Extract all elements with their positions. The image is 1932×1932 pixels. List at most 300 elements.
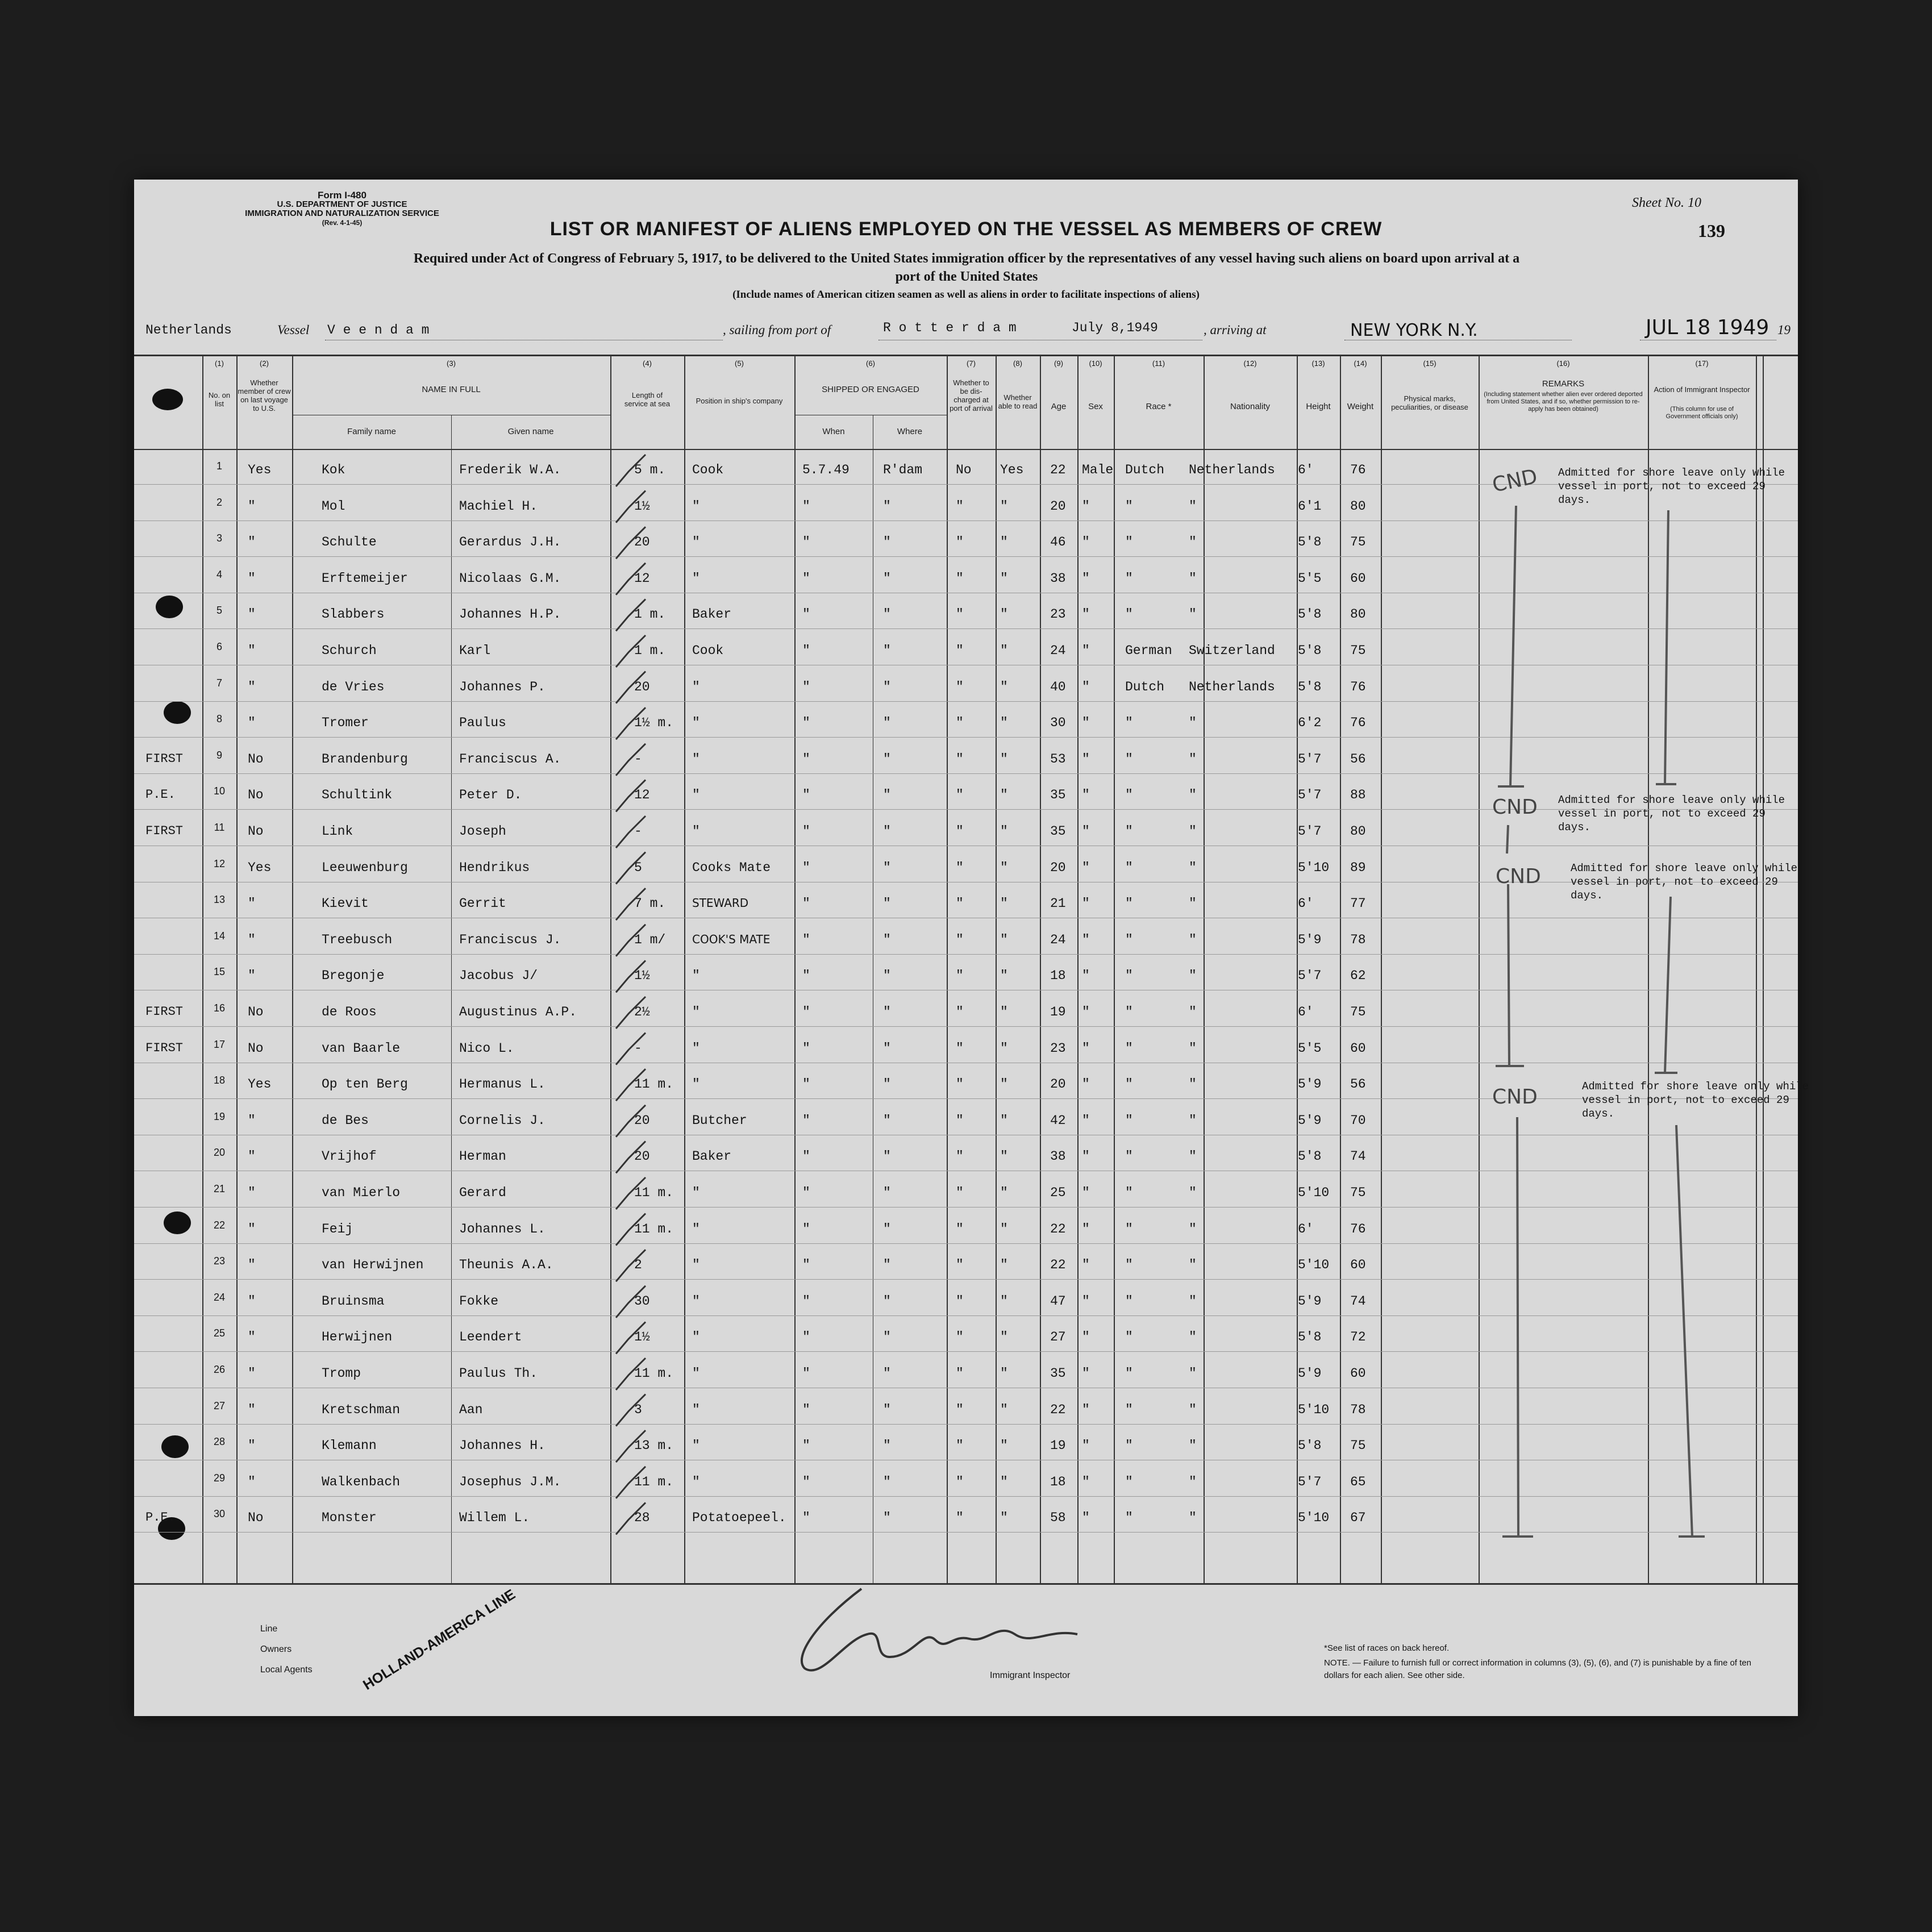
note-label: NOTE. bbox=[1324, 1658, 1350, 1668]
row-nationality: " bbox=[1189, 1005, 1197, 1019]
tick-mark bbox=[616, 672, 646, 703]
row-service-length: 11 m. bbox=[634, 1077, 674, 1092]
row-discharged: " bbox=[956, 1185, 964, 1200]
row-nationality: " bbox=[1189, 1221, 1197, 1236]
row-able-to-read: " bbox=[1000, 896, 1008, 911]
row-height: 5'10 bbox=[1298, 1258, 1330, 1273]
row-nationality: " bbox=[1189, 1330, 1197, 1345]
footer-line-label: Line bbox=[260, 1624, 278, 1634]
holland-america-stamp: HOLLAND-AMERICA LINE bbox=[360, 1586, 518, 1693]
row-able-to-read: " bbox=[1000, 1366, 1008, 1381]
row-previous-voyage: " bbox=[248, 1258, 256, 1273]
row-weight: 60 bbox=[1350, 1366, 1366, 1381]
row-discharged: " bbox=[956, 932, 964, 947]
row-able-to-read: " bbox=[1000, 1438, 1008, 1454]
row-service-length: 20 bbox=[634, 535, 650, 550]
row-weight: 80 bbox=[1350, 824, 1366, 839]
row-age: 22 bbox=[1050, 1258, 1066, 1273]
tick-mark bbox=[616, 780, 646, 811]
row-service-length: 11 m. bbox=[634, 1474, 674, 1489]
row-previous-voyage: " bbox=[248, 643, 256, 658]
row-service-length: 1 m. bbox=[634, 643, 666, 658]
row-family-name: Vrijhof bbox=[322, 1149, 377, 1164]
row-given-name: Gerard bbox=[459, 1185, 506, 1200]
row-weight: 72 bbox=[1350, 1330, 1366, 1345]
row-age: 35 bbox=[1050, 788, 1066, 803]
row-sex: " bbox=[1082, 643, 1090, 658]
row-given-name: Aan bbox=[459, 1402, 483, 1417]
row-sex: " bbox=[1082, 788, 1090, 803]
row-shipped-when: " bbox=[802, 1474, 810, 1489]
row-age: 35 bbox=[1050, 824, 1066, 839]
row-position: Baker bbox=[692, 1149, 732, 1164]
row-weight: 74 bbox=[1350, 1293, 1366, 1309]
row-race: " bbox=[1125, 1258, 1133, 1273]
row-number: 8 bbox=[216, 713, 222, 725]
row-weight: 75 bbox=[1350, 1005, 1366, 1019]
row-sex: " bbox=[1082, 751, 1090, 767]
row-family-name: Bruinsma bbox=[322, 1293, 385, 1309]
arriving-label: , arriving at bbox=[1204, 323, 1267, 337]
sheet-number: Sheet No. 10 bbox=[1632, 195, 1701, 210]
row-position: " bbox=[692, 1293, 700, 1309]
row-number: 24 bbox=[213, 1291, 226, 1303]
col-number: (13) bbox=[1311, 359, 1325, 368]
row-given-name: Hendrikus bbox=[459, 860, 530, 875]
row-height: 5'8 bbox=[1298, 1330, 1322, 1345]
row-previous-voyage: " bbox=[248, 715, 256, 731]
row-number: 17 bbox=[213, 1038, 226, 1050]
row-shipped-where: " bbox=[883, 679, 891, 694]
departure-date: July 8,1949 bbox=[1072, 320, 1158, 335]
row-shipped-when: " bbox=[802, 1258, 810, 1273]
row-weight: 60 bbox=[1350, 571, 1366, 586]
row-discharged: " bbox=[956, 824, 964, 839]
row-shipped-when: " bbox=[802, 679, 810, 694]
row-number: 26 bbox=[213, 1364, 226, 1375]
row-sex: " bbox=[1082, 1510, 1090, 1526]
row-shipped-where: " bbox=[883, 535, 891, 550]
remark-shore-leave: Admitted for shore leave only while vessel in port, not to exceed 29 days. bbox=[1571, 862, 1798, 902]
row-sex: " bbox=[1082, 1113, 1090, 1128]
row-discharged: " bbox=[956, 1510, 964, 1526]
row-shipped-where: " bbox=[883, 643, 891, 658]
row-shipped-where: " bbox=[883, 1149, 891, 1164]
row-previous-voyage: " bbox=[248, 1293, 256, 1309]
tick-mark bbox=[616, 491, 646, 523]
row-shipped-where: " bbox=[883, 1221, 891, 1236]
row-age: 23 bbox=[1050, 607, 1066, 622]
row-service-length: 12 bbox=[634, 788, 650, 803]
row-shipped-where: " bbox=[883, 1113, 891, 1128]
cnd-mark: CND bbox=[1492, 796, 1538, 819]
row-margin-note: FIRST bbox=[145, 824, 184, 838]
row-height: 5'9 bbox=[1298, 1293, 1322, 1309]
row-weight: 76 bbox=[1350, 1221, 1366, 1236]
row-family-name: Tromp bbox=[322, 1366, 361, 1381]
row-able-to-read: " bbox=[1000, 932, 1008, 947]
row-previous-voyage: " bbox=[248, 1438, 256, 1454]
tick-mark bbox=[616, 1250, 646, 1281]
row-number: 21 bbox=[213, 1183, 226, 1194]
row-sex: " bbox=[1082, 571, 1090, 586]
row-race: " bbox=[1125, 1077, 1133, 1092]
row-age: 30 bbox=[1050, 715, 1066, 731]
row-able-to-read: " bbox=[1000, 1005, 1008, 1019]
row-number: 19 bbox=[213, 1110, 226, 1122]
row-number: 2 bbox=[216, 496, 222, 508]
row-height: 6'2 bbox=[1298, 715, 1322, 731]
row-age: 24 bbox=[1050, 932, 1066, 947]
row-position: " bbox=[692, 679, 700, 694]
row-shipped-where: " bbox=[883, 571, 891, 586]
row-able-to-read: " bbox=[1000, 1040, 1008, 1056]
tick-mark bbox=[616, 888, 646, 920]
row-given-name: Frederik W.A. bbox=[459, 463, 561, 477]
row-age: 22 bbox=[1050, 1221, 1066, 1236]
row-given-name: Leendert bbox=[459, 1330, 522, 1345]
row-age: 19 bbox=[1050, 1438, 1066, 1454]
row-shipped-when: " bbox=[802, 1185, 810, 1200]
row-weight: 80 bbox=[1350, 607, 1366, 622]
row-age: 40 bbox=[1050, 679, 1066, 694]
row-discharged: " bbox=[956, 860, 964, 875]
row-position: " bbox=[692, 1185, 700, 1200]
row-service-length: - bbox=[634, 751, 642, 767]
col-number: (17) bbox=[1695, 359, 1709, 368]
row-shipped-when: " bbox=[802, 535, 810, 550]
row-able-to-read: " bbox=[1000, 1185, 1008, 1200]
row-family-name: van Baarle bbox=[322, 1040, 401, 1056]
row-sex: " bbox=[1082, 1366, 1090, 1381]
row-height: 5'10 bbox=[1298, 1185, 1330, 1200]
row-able-to-read: " bbox=[1000, 1258, 1008, 1273]
col-header-remarks: REMARKS bbox=[1542, 379, 1585, 389]
row-shipped-where: " bbox=[883, 860, 891, 875]
row-able-to-read: " bbox=[1000, 535, 1008, 550]
row-shipped-when: " bbox=[802, 1077, 810, 1092]
row-position: " bbox=[692, 788, 700, 803]
row-age: 19 bbox=[1050, 1005, 1066, 1019]
row-previous-voyage: No bbox=[248, 1510, 264, 1526]
row-shipped-when: " bbox=[802, 1402, 810, 1417]
tick-mark bbox=[616, 527, 646, 559]
row-family-name: Monster bbox=[322, 1510, 377, 1526]
row-shipped-where: " bbox=[883, 932, 891, 947]
row-discharged: " bbox=[956, 607, 964, 622]
row-discharged: " bbox=[956, 968, 964, 984]
row-height: 5'10 bbox=[1298, 1402, 1330, 1417]
row-shipped-where: " bbox=[883, 824, 891, 839]
row-race: Dutch bbox=[1125, 679, 1165, 694]
row-discharged: " bbox=[956, 715, 964, 731]
row-previous-voyage: " bbox=[248, 1402, 256, 1417]
row-sex: " bbox=[1082, 1258, 1090, 1273]
row-able-to-read: " bbox=[1000, 679, 1008, 694]
row-height: 6' bbox=[1298, 463, 1314, 477]
col-number: (1) bbox=[215, 359, 224, 368]
row-race: " bbox=[1125, 1005, 1133, 1019]
row-sex: " bbox=[1082, 715, 1090, 731]
row-number: 12 bbox=[213, 857, 226, 869]
vessel-name: V e e n d a m bbox=[327, 323, 430, 338]
row-nationality: " bbox=[1189, 1149, 1197, 1164]
row-given-name: Johannes H. bbox=[459, 1438, 546, 1454]
col-header-nationality: Nationality bbox=[1230, 402, 1271, 411]
row-race: " bbox=[1125, 535, 1133, 550]
row-height: 5'8 bbox=[1298, 535, 1322, 550]
subtitle-line-1: Required under Act of Congress of February 5, 1917, to be delivered to the United States immigration officer by the representatives of any vessel having such aliens on board upon arrival at a bbox=[413, 251, 1520, 266]
row-number: 1 bbox=[216, 460, 222, 472]
row-service-length: 1 m. bbox=[634, 607, 666, 622]
tick-mark bbox=[616, 1177, 646, 1209]
row-number: 18 bbox=[213, 1075, 226, 1086]
row-number: 30 bbox=[213, 1508, 226, 1520]
col-number: (2) bbox=[260, 359, 269, 368]
col-number: (11) bbox=[1152, 359, 1165, 368]
row-number: 6 bbox=[216, 641, 222, 652]
row-shipped-when: " bbox=[802, 1438, 810, 1454]
row-position: Cook bbox=[692, 463, 724, 477]
row-position: " bbox=[692, 1221, 700, 1236]
row-discharged: " bbox=[956, 1221, 964, 1236]
row-service-length: - bbox=[634, 1040, 642, 1056]
row-given-name: Cornelis J. bbox=[459, 1113, 546, 1128]
row-sex: " bbox=[1082, 679, 1090, 694]
row-given-name: Nico L. bbox=[459, 1040, 514, 1056]
tick-mark bbox=[616, 635, 646, 667]
note-text: — Failure to furnish full or correct information in columns (3), (5), (6), and (7) is punishable by a fine of ten dollars for each alien. See other side. bbox=[1324, 1658, 1751, 1680]
row-age: 38 bbox=[1050, 571, 1066, 586]
row-number: 16 bbox=[213, 1002, 226, 1014]
row-weight: 67 bbox=[1350, 1510, 1366, 1526]
row-weight: 76 bbox=[1350, 463, 1366, 477]
row-weight: 78 bbox=[1350, 932, 1366, 947]
page-number: 139 bbox=[1698, 220, 1725, 241]
row-service-length: 2½ bbox=[634, 1005, 650, 1019]
row-given-name: Paulus bbox=[459, 715, 506, 731]
row-discharged: " bbox=[956, 751, 964, 767]
row-shipped-where: " bbox=[883, 1510, 891, 1526]
row-number: 25 bbox=[213, 1327, 226, 1339]
row-sex: " bbox=[1082, 1185, 1090, 1200]
row-age: 38 bbox=[1050, 1149, 1066, 1164]
inspector-label: Immigrant Inspector bbox=[990, 1671, 1071, 1680]
sailing-label: , sailing from port of bbox=[723, 323, 831, 337]
tick-mark bbox=[616, 599, 646, 631]
row-weight: 76 bbox=[1350, 715, 1366, 731]
row-shipped-when: " bbox=[802, 1330, 810, 1345]
row-family-name: Walkenbach bbox=[322, 1474, 401, 1489]
row-shipped-where: " bbox=[883, 715, 891, 731]
row-previous-voyage: " bbox=[248, 1221, 256, 1236]
row-age: 20 bbox=[1050, 1077, 1066, 1092]
row-height: 5'8 bbox=[1298, 1438, 1322, 1454]
row-shipped-when: 5.7.49 bbox=[802, 463, 850, 477]
row-service-length: 3 bbox=[634, 1402, 642, 1417]
row-shipped-when: " bbox=[802, 788, 810, 803]
row-service-length: 20 bbox=[634, 1113, 650, 1128]
row-service-length: 1½ bbox=[634, 1330, 650, 1345]
row-service-length: 11 m. bbox=[634, 1185, 674, 1200]
row-shipped-where: " bbox=[883, 1040, 891, 1056]
row-family-name: de Vries bbox=[322, 679, 385, 694]
row-number: 10 bbox=[213, 785, 226, 797]
row-given-name: Franciscus J. bbox=[459, 932, 561, 947]
row-family-name: Herwijnen bbox=[322, 1330, 393, 1345]
row-discharged: " bbox=[956, 1077, 964, 1092]
row-able-to-read: " bbox=[1000, 498, 1008, 514]
row-previous-voyage: " bbox=[248, 896, 256, 911]
row-nationality: " bbox=[1189, 607, 1197, 622]
row-previous-voyage: No bbox=[248, 788, 264, 803]
row-nationality: " bbox=[1189, 824, 1197, 839]
row-position: " bbox=[692, 498, 700, 514]
col-header-service: Length of service at sea bbox=[624, 391, 671, 408]
col-header-shipped: SHIPPED OR ENGAGED bbox=[822, 385, 919, 394]
row-discharged: " bbox=[956, 535, 964, 550]
row-position: " bbox=[692, 715, 700, 731]
row-shipped-when: " bbox=[802, 498, 810, 514]
col-header-age: Age bbox=[1051, 402, 1067, 411]
col-header-where: Where bbox=[897, 427, 923, 436]
row-position: Butcher bbox=[692, 1113, 747, 1128]
row-discharged: " bbox=[956, 679, 964, 694]
departure-port: R o t t e r d a m bbox=[883, 320, 1017, 335]
tick-mark bbox=[616, 1394, 646, 1426]
row-able-to-read: " bbox=[1000, 824, 1008, 839]
row-number: 11 bbox=[214, 822, 225, 833]
tick-mark bbox=[616, 852, 646, 884]
row-discharged: " bbox=[956, 1149, 964, 1164]
row-nationality: " bbox=[1189, 968, 1197, 984]
row-nationality: Netherlands bbox=[1189, 679, 1275, 694]
row-previous-voyage: Yes bbox=[248, 463, 272, 477]
row-shipped-where: " bbox=[883, 896, 891, 911]
row-race: " bbox=[1125, 1402, 1133, 1417]
tick-mark bbox=[616, 1214, 646, 1246]
arrival-stamp-date: JUL 18 1949 bbox=[1646, 316, 1769, 339]
row-family-name: Kievit bbox=[322, 896, 369, 911]
row-race: " bbox=[1125, 932, 1133, 947]
voyage-country: Netherlands bbox=[145, 323, 232, 338]
row-race: " bbox=[1125, 896, 1133, 911]
col-number: (10) bbox=[1089, 359, 1102, 368]
col-header-race: Race * bbox=[1146, 402, 1172, 411]
tick-mark bbox=[616, 1430, 646, 1462]
subtitle-line-2: port of the United States bbox=[895, 269, 1038, 284]
row-discharged: " bbox=[956, 571, 964, 586]
row-weight: 70 bbox=[1350, 1113, 1366, 1128]
year-suffix: 19 bbox=[1777, 323, 1791, 337]
row-nationality: " bbox=[1189, 498, 1197, 514]
row-race: " bbox=[1125, 607, 1133, 622]
row-number: 29 bbox=[213, 1472, 226, 1484]
row-margin-note: P.E. bbox=[145, 1510, 176, 1525]
handwritten-brackets bbox=[134, 180, 1798, 1716]
row-race: " bbox=[1125, 1185, 1133, 1200]
row-nationality: " bbox=[1189, 860, 1197, 875]
row-height: 5'7 bbox=[1298, 968, 1322, 984]
tick-mark bbox=[616, 1502, 646, 1534]
row-age: 18 bbox=[1050, 1474, 1066, 1489]
row-number: 27 bbox=[213, 1400, 226, 1411]
row-service-length: 28 bbox=[634, 1510, 650, 1526]
row-previous-voyage: " bbox=[248, 535, 256, 550]
col-number: (7) bbox=[967, 359, 976, 368]
row-nationality: " bbox=[1189, 715, 1197, 731]
row-service-length: 7 m. bbox=[634, 896, 666, 911]
row-margin-note: FIRST bbox=[145, 1040, 184, 1055]
row-height: 5'9 bbox=[1298, 1113, 1322, 1128]
row-discharged: " bbox=[956, 1293, 964, 1309]
vessel-label: Vessel bbox=[277, 323, 310, 337]
row-service-length: 20 bbox=[634, 1149, 650, 1164]
row-nationality: " bbox=[1189, 535, 1197, 550]
row-given-name: Herman bbox=[459, 1149, 506, 1164]
row-nationality: " bbox=[1189, 1113, 1197, 1128]
row-age: 25 bbox=[1050, 1185, 1066, 1200]
row-family-name: Mol bbox=[322, 498, 345, 514]
row-position: " bbox=[692, 751, 700, 767]
row-able-to-read: " bbox=[1000, 571, 1008, 586]
row-sex: " bbox=[1082, 1040, 1090, 1056]
col-header-discharged: Whether to be dis-charged at port of arrival bbox=[950, 378, 993, 413]
row-shipped-when: " bbox=[802, 968, 810, 984]
row-able-to-read: " bbox=[1000, 1330, 1008, 1345]
row-height: 6' bbox=[1298, 896, 1314, 911]
row-service-length: 2 bbox=[634, 1258, 642, 1273]
col-number: (8) bbox=[1013, 359, 1022, 368]
row-weight: 62 bbox=[1350, 968, 1366, 984]
row-service-length: 13 m. bbox=[634, 1438, 674, 1454]
row-shipped-where: R'dam bbox=[883, 463, 923, 477]
row-nationality: " bbox=[1189, 1040, 1197, 1056]
row-family-name: Leeuwenburg bbox=[322, 860, 408, 875]
row-height: 5'9 bbox=[1298, 1077, 1322, 1092]
row-sex: Male bbox=[1082, 463, 1114, 477]
row-number: 23 bbox=[213, 1255, 226, 1267]
row-number: 3 bbox=[216, 532, 222, 544]
tick-mark bbox=[616, 1033, 646, 1065]
row-position: " bbox=[692, 1077, 700, 1092]
col-number: (15) bbox=[1423, 359, 1436, 368]
row-sex: " bbox=[1082, 1438, 1090, 1454]
row-shipped-where: " bbox=[883, 607, 891, 622]
row-given-name: Johannes L. bbox=[459, 1221, 546, 1236]
row-age: 47 bbox=[1050, 1293, 1066, 1309]
row-weight: 75 bbox=[1350, 535, 1366, 550]
row-discharged: " bbox=[956, 1005, 964, 1019]
tick-mark bbox=[616, 816, 646, 848]
row-shipped-when: " bbox=[802, 896, 810, 911]
row-service-length: 5 m. bbox=[634, 463, 666, 477]
row-given-name: Karl bbox=[459, 643, 491, 658]
row-age: 23 bbox=[1050, 1040, 1066, 1056]
row-able-to-read: " bbox=[1000, 715, 1008, 731]
row-given-name: Fokke bbox=[459, 1293, 499, 1309]
row-previous-voyage: No bbox=[248, 824, 264, 839]
row-race: " bbox=[1125, 968, 1133, 984]
col-header-position: Position in ship's company bbox=[696, 397, 783, 405]
row-position: Potatoepeel. bbox=[692, 1510, 786, 1526]
row-age: 24 bbox=[1050, 643, 1066, 658]
row-given-name: Franciscus A. bbox=[459, 751, 561, 767]
row-able-to-read: " bbox=[1000, 788, 1008, 803]
row-age: 22 bbox=[1050, 463, 1066, 477]
row-given-name: Gerardus J.H. bbox=[459, 535, 561, 550]
row-position: " bbox=[692, 1040, 700, 1056]
